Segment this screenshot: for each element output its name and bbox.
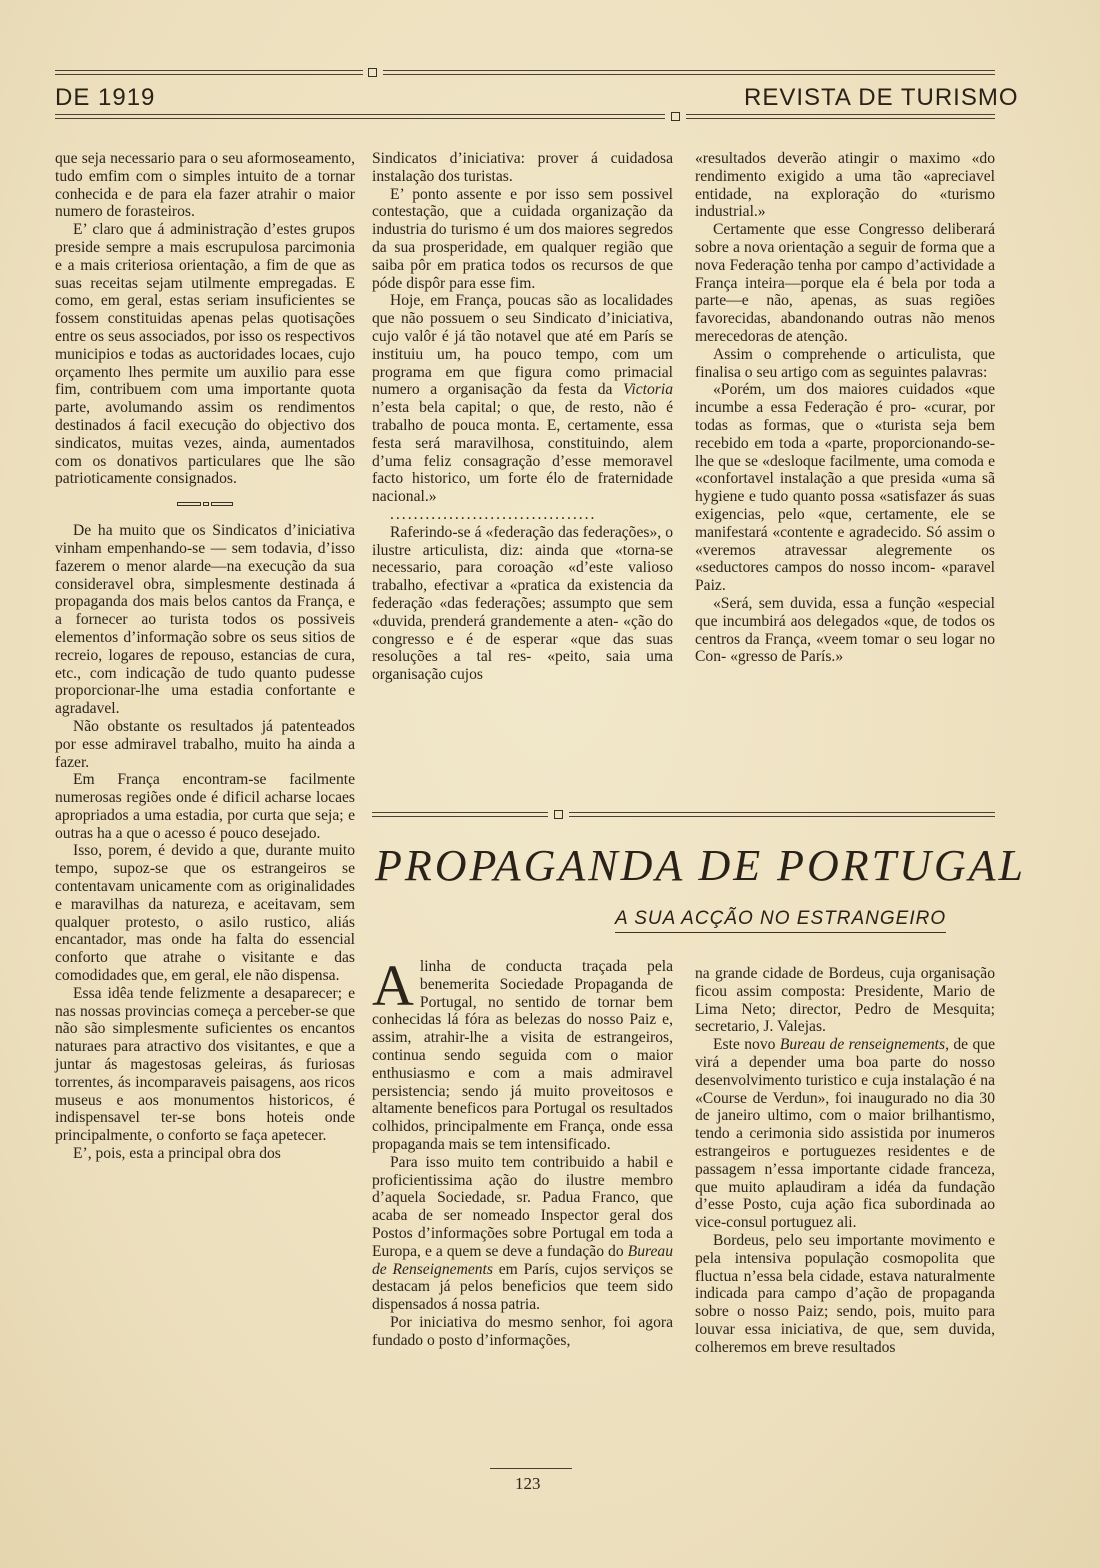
col2-paragraph (372, 292, 673, 506)
article-rule-left (372, 812, 548, 817)
col2-paragraph: Sindicatos d’iniciativa: prover á cuidadosa instalação dos turistas. (372, 150, 673, 185)
article-text: Para isso muito tem contribuido a habil e proficientissima ação do ilustre membro d’aquela Sociedade, sr. Padua Franco, que acaba de ser nomeado Inspector geral dos Postos d’informações sobre Portugal em toda a Europa, e a quem se deve a fundação do (372, 1153, 673, 1260)
article-subtitle: A SUA ACÇÃO NO ESTRANGEIRO (615, 908, 946, 933)
col1-paragraph: E’ claro que á administração d’estes grupos preside sempre a mais escrupulosa parcimonia e a mais criteriosa orientação, a fim de que as suas receitas sejam utilmente empregadas. E como, em geral, estas seriam insuficientes se fossem constituidas apenas pelas quotisações entre os seus associados, por isso os respectivos municipios e todas as auctoridades locaes, cujo orçamento lhes permite um auxilio para esse fim, contribuem com uma importante quota parte, avolumando assim os rendimentos destinados á facil execução do objectivo dos sindicatos, muitas vezes, ainda, aumentados com os donativos particulares que lhe são patrioticamente consignados. (55, 221, 355, 488)
article-emphasis-bureau: Bureau de renseignements, (779, 1036, 949, 1054)
article-paragraph: na grande cidade de Bordeus, cuja organisação ficou assim composta: Presidente, Mario de Lima Neto; director, Pedro de Mesquita; secretario, J. Valejas. (695, 965, 995, 1036)
drop-cap: A (372, 953, 414, 1018)
article-column-right (695, 965, 995, 1357)
col2-emphasis-victoria: Victoria (623, 381, 673, 399)
col1-paragraph: Não obstante os resultados já patenteados por esse admiravel trabalho, muito ha ainda a fazer. (55, 717, 355, 771)
column-middle (372, 150, 673, 684)
header-rule-bottom-left (55, 114, 665, 119)
col3-paragraph: «Será, sem duvida, essa a função «especial que incumbirá aos delegados «que, de todos os centros da França, «veem tomar o seu logar no Con- «gresso de París.» (695, 594, 995, 666)
col3-paragraph: Certamente que esse Congresso deliberará sobre a nova orientação a seguir de forma que a nova Federação tenha por campo d’actividade a França inteira—porque ela é bela por toda a parte—e não, apenas, as suas regiões favorecidas, abandonando outras não menos merecedoras de atenção. (695, 221, 995, 345)
col3-paragraph: Assim o comprehende o articulista, que finalisa o seu artigo com as seguintes palavras: (695, 345, 995, 381)
article-rule-right (569, 812, 995, 817)
article-paragraph (372, 953, 673, 1154)
article-emphasis-bureau: Bureau de Renseignements (372, 1242, 673, 1278)
col1-paragraph: Em França encontram-se facilmente numerosas regiões onde é dificil acharse locaes apropriados a uma estadia, por curta que seja; e outras ha a que o acesso é pouco desejado. (55, 771, 355, 842)
col3-paragraph: «Porém, um dos maiores cuidados «que incumbe a essa Federação é pro- «curar, por todas as formas, que o «turista seja bem recebido em toda a «parte, proporcionando-se-lhe que se «desloque facilmente, uma comoda e «confortavel instalação a que presida «uma sã hygiene e tudo quanto possa «satisfazer ás suas exigencias, pelo «que, certamente, ele se manifestará «contente e agradecido. Só assim o «veremos atravessar alegremente os «seductores campos do nosso incom- «paravel Paiz. (695, 381, 995, 595)
article-paragraph: Por iniciativa do mesmo senhor, foi agora fundado o posto d’informações, (372, 1313, 673, 1349)
column-right (695, 150, 995, 666)
page-number-rule (490, 1468, 572, 1469)
col1-paragraph: Isso, porem, é devido a que, durante muito tempo, supoz-se que os estrangeiros se contentavam unicamente com as originalidades e maravilhas da natureza, e aceitavam, sem qualquer protesto, o asilo rustico, aliás encantador, mas onde ha falta do essencial conforto que atrahe o visitante e das comodidades que, em geral, ele não dispensa. (55, 842, 355, 985)
header-rule-top-left (55, 70, 363, 75)
article-column-left (372, 953, 674, 1350)
header-ornament-bottom (671, 112, 680, 121)
col1-paragraph: De ha muito que os Sindicatos d’iniciativa vinham empenhando-se — sem todavia, d’isso fazerem o menor alarde—na execução da sua consideravel obra, simplesmente destinada á propaganda dos mais belos cantos da França, e a fornecer ao turista todos os possiveis elementos d’informação sobre os seus sitios de recreio, logares de repouso, estancias de cura, etc., com indicação de tudo quanto pudesse proporcionar-lhe uma estadia confortante e agradavel. (55, 522, 355, 718)
col1-paragraph: E’, pois, esta a principal obra dos (73, 1145, 281, 1163)
col2-paragraph: Raferindo-se á «federação das federações», o ilustre articulista, diz: ainda que «torna-se necessario, para coroação «d’este valioso trabalho, efectivar a «pratica da existencia da federação «das federações; assumpto que sem «duvida, prenderá grandemente a aten- «ção do congresso e é de esperar «que das suas resoluções a tal res- «peito, saia uma organisação cujos (372, 523, 673, 684)
article-text: linha de conducta traçada pela benemerita Sociedade Propaganda de Portugal, no sentido de tornar bem conhecidas lá fóra as belezas do nosso Paiz e, assim, atrahir-lhe a visita de estrangeiros, continua sendo seguida com o maior enthusiasmo e com a mais admiravel persistencia; sendo já muito proveitosos e altamente beneficos para Portugal os resultados colhidos, principalmente em França, onde essa propaganda mais se tem intensificado. (372, 958, 673, 1153)
col2-text: n’esta bela capital; o que, de resto, não é trabalho de pouca monta. E, certamente, essa festa será maravilhosa, constituindo, alem d’uma feliz consagração d’esse memoravel facto historico, um forte élo de fraternidade nacional.» (372, 399, 673, 506)
article-text: Este novo (713, 1036, 776, 1054)
column-left (55, 150, 355, 1163)
article-title: PROPAGANDA DE PORTUGAL (375, 841, 1027, 890)
header-rule-top-right (383, 70, 995, 75)
header-rule-bottom-right (686, 114, 995, 119)
section-separator-ornament (175, 500, 235, 508)
col1-paragraph: que seja necessario para o seu aformoseamento, tudo emfim com o simples intuito de a tornar conhecida e de para ela fazer atrahir o maior numero de forasteiros. (55, 150, 355, 221)
article-text: em París, cujos serviços se destacam já pelos beneficios que teem sido dispensados á nossa patria. (372, 1260, 674, 1314)
col2-paragraph: E’ ponto assente e por isso sem possivel contestação, que a cuidada organização da industria do turismo é um dos maiores segredos da sua prosperidade, em qualquer região que saiba pôr em pratica todos os recursos de que póde dispôr para esse fim. (372, 185, 673, 292)
page-number: 123 (515, 1474, 541, 1493)
col2-text: Hoje, em França, poucas são as localidades que não possuem o seu Sindicato d’iniciativa, cujo valôr é já tão notavel que até em París se instituiu um, ha pouco tempo, com um programa em que figura como primacial numero a organisação da festa da (372, 292, 673, 399)
col1-paragraph: Essa idêa tende felizmente a desaparecer; e nas nossas provincias começa a perceber-se que não são simplesmente suficientes os encantos naturaes para atractivo dos visitantes, e que a juntar ás magestosas geleiras, ás furiosas torrentes, ás incomparaveis paisagens, aos ricos museus e aos monumentos historicos, é indispensavel ter-se bons hoteis onde principalmente, o conforto se faça apetecer. (55, 984, 355, 1145)
header-right-title: REVISTA DE TURISMO (744, 84, 1019, 111)
header-ornament-top (368, 68, 377, 77)
ellipsis-line: ................................... (390, 505, 597, 523)
article-text: de que virá a depender uma boa parte do nosso desenvolvimento turistico e cuja instalação é na «Course de Verdun», foi inaugurado no dia 30 de janeiro ultimo, com o maior brilhantismo, tendo a cerimonia sido assistida por inumeros estrangeiros e portuguezes residentes e de passagem n’essa importante cidade franceza, que muito aplaudiram a idéa da fundação d’esse Posto, cuja ação fica subordinada ao vice-consul portuguez ali. (695, 1036, 995, 1232)
col3-paragraph: «resultados deverão atingir o maximo «do rendimento exigido a uma tão «apreciavel entidade, na exploração do «turismo industrial.» (695, 150, 995, 221)
article-ornament (554, 810, 563, 819)
article-paragraph (695, 1036, 995, 1232)
header-left-year: DE 1919 (55, 84, 156, 111)
article-paragraph: Bordeus, pelo seu importante movimento e pela intensiva população cosmopolita que fluctua n’essa bela cidade, estava naturalmente indicada para campo d’ação de propaganda sobre o nosso Paiz; sendo, pois, muito para louvar essa iniciativa, de que, sem duvida, colheremos em breve resultados (695, 1231, 995, 1356)
article-paragraph (372, 1154, 673, 1314)
